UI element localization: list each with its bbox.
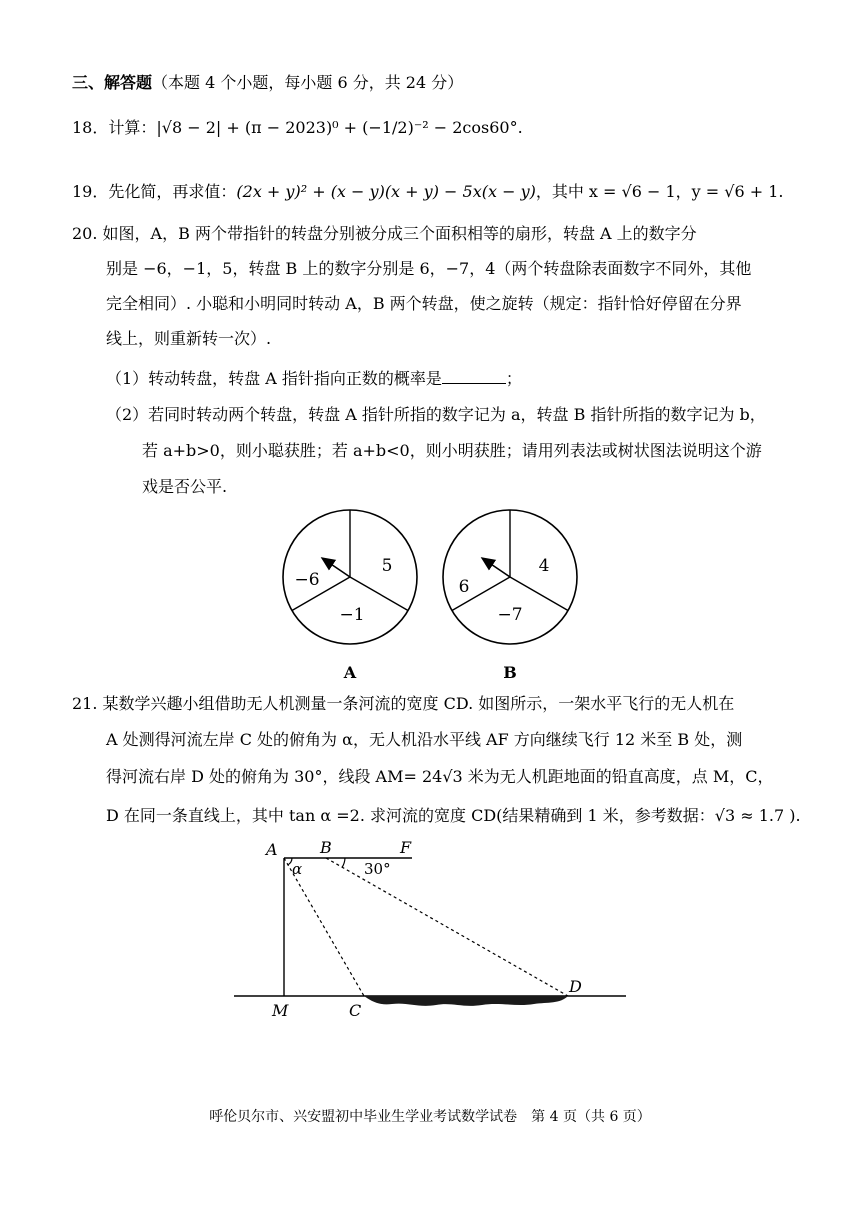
label-c: C	[349, 1001, 362, 1020]
q19-expression: (2x + y)² + (x − y)(x + y) − 5x(x − y)	[236, 182, 536, 201]
q20-text-2: 别是 −6，−1，5，转盘 B 上的数字分别是 6，−7，4（两个转盘除表面数字不同外，其他	[106, 259, 752, 278]
q18-number: 18．	[72, 118, 109, 137]
q19-condition: ，其中 x = √6 − 1，y = √6 + 1.	[535, 182, 784, 201]
question-21-line-1	[72, 694, 734, 714]
spinner-a-label: A	[343, 663, 357, 682]
question-20-line-1	[72, 224, 697, 244]
q20-sub1-text: （1）转动转盘，转盘 A 指针指向正数的概率是	[106, 369, 442, 388]
river	[364, 996, 568, 1006]
q21-text-4: D 在同一条直线上，其中 tan α =2. 求河流的宽度 CD(结果精确到 1 米，参考数据：√3 ≈ 1.7 ).	[106, 806, 801, 825]
answer-blank[interactable]	[442, 369, 506, 384]
section-title: 三、解答题	[72, 73, 153, 92]
q18-end: .	[517, 118, 523, 137]
q20-text-4: 线上，则重新转一次）.	[106, 329, 272, 348]
spinner-b-num-1: 4	[538, 556, 550, 576]
spinner-b	[443, 510, 577, 682]
spinner-b-num-3: 6	[458, 577, 470, 597]
spinner-a-num-1: 5	[381, 556, 393, 576]
q18-expression: |√8 − 2| + (π − 2023)⁰ + (−1/2)⁻² − 2cos60°	[156, 118, 518, 137]
spinner-a	[283, 510, 417, 682]
spinner-b-label: B	[503, 663, 517, 682]
question-18	[72, 118, 523, 138]
spinner-a-num-3: −6	[294, 570, 320, 590]
section-note: （本题 4 个小题，每小题 6 分，共 24 分）	[152, 73, 464, 92]
q19-number: 19．	[72, 182, 109, 201]
sight-line-bd	[326, 858, 568, 996]
page-footer: 呼伦贝尔市、兴安盟初中毕业生学业考试数学试卷 第 4 页（共 6 页）	[209, 1109, 651, 1125]
q19-lead: 先化简，再求值：	[108, 182, 237, 201]
q20-sub1-end: ；	[505, 369, 522, 388]
label-30-degrees: 30°	[364, 860, 391, 878]
drone-figure	[230, 838, 630, 1023]
q20-subquestion-1	[106, 369, 522, 389]
section-heading	[72, 73, 463, 93]
q20-text-3: 完全相同）. 小聪和小明同时转动 A，B 两个转盘，使之旋转（规定：指针恰好停留在分界	[106, 294, 742, 313]
spinner-a-pointer	[322, 558, 350, 577]
label-f: F	[400, 838, 412, 857]
label-m: M	[272, 1001, 289, 1020]
label-alpha: α	[292, 860, 303, 878]
label-d: D	[569, 977, 582, 996]
q21-text-3: 得河流右岸 D 处的俯角为 30°，线段 AM= 24√3 米为无人机距地面的铅直高度，点 M，C，	[106, 767, 774, 786]
q18-lead: 计算：	[108, 118, 157, 137]
spinner-a-num-2: −1	[339, 605, 365, 625]
spinner-b-pointer	[482, 558, 510, 577]
q20-subquestion-2-line-3: 戏是否公平.	[142, 477, 228, 496]
q21-number: 21.	[72, 694, 98, 713]
q21-text-1: 某数学兴趣小组借助无人机测量一条河流的宽度 CD. 如图所示，一架水平飞行的无人机在	[102, 694, 735, 713]
spinner-b-num-2: −7	[497, 605, 523, 625]
label-a: A	[266, 840, 278, 859]
q20-subquestion-2-line-2: 若 a+b>0，则小聪获胜；若 a+b<0，则小明获胜；请用列表法或树状图法说明这个游	[142, 441, 762, 460]
question-19	[72, 182, 784, 202]
q20-subquestion-2-line-1: （2）若同时转动两个转盘，转盘 A 指针所指的数字记为 a，转盘 B 指针所指的数字记为 b，	[106, 405, 766, 424]
label-b: B	[320, 838, 332, 857]
q20-text-1: 如图，A，B 两个带指针的转盘分别被分成三个面积相等的扇形，转盘 A 上的数字分	[102, 224, 697, 243]
q21-text-2: A 处测得河流左岸 C 处的俯角为 α，无人机沿水平线 AF 方向继续飞行 12 米至 B 处，测	[106, 730, 743, 749]
spinners-figure	[270, 505, 600, 685]
sight-line-ac	[284, 858, 364, 996]
q20-number: 20.	[72, 224, 98, 243]
